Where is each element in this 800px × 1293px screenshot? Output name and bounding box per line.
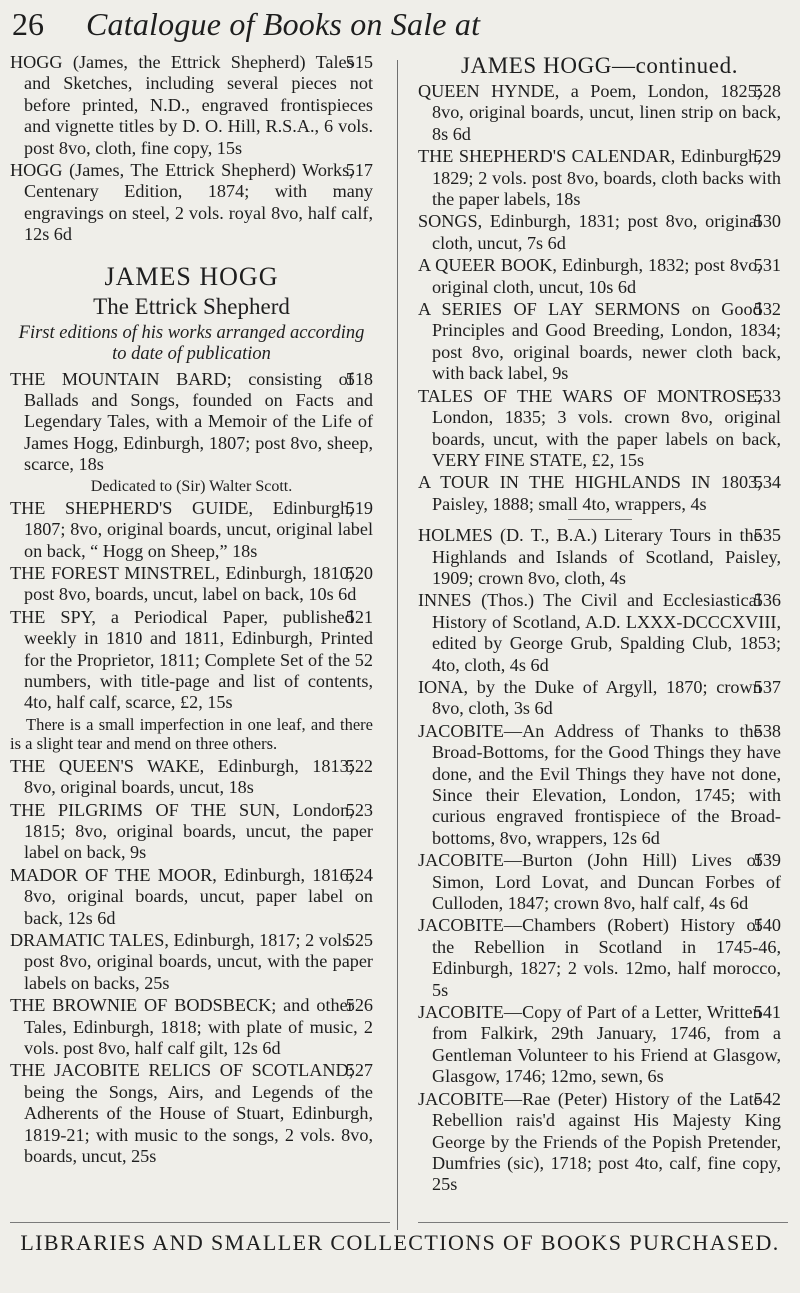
entry-number: 532 [753,299,781,320]
catalogue-entry [10,930,373,994]
entry-text: JACOBITE—Burton (John Hill) Lives of Simon, Lord Lovat, and Duncan Forbes of Culloden, 1847; crown 8vo, half calf, 4s 6d [418,850,781,914]
entry-number: 541 [753,1002,781,1023]
entry-number: 531 [753,255,781,276]
entry-number: 517 [345,160,373,181]
entry-text: HOGG (James, the Ettrick Shepherd) Tales and Sketches, including several pieces not before printed, N.D., engraved frontispieces and vignette titles by D. O. Hill, R.S.A., 6 vols. post 8vo, cloth, fine copy, 15s [10,52,373,158]
catalogue-entry [10,498,373,562]
page-footer: LIBRARIES AND SMALLER COLLECTIONS OF BOOKS PURCHASED. [20,1230,780,1255]
entry-text: JACOBITE—Chambers (Robert) History of the Rebellion in Scotland in 1745-46, Edinburgh, 1827; 2 vols. 12mo, half morocco, 5s [418,915,781,1000]
section-subtitle: The Ettrick Shepherd [93,293,290,319]
entry-text: INNES (Thos.) The Civil and Ecclesiastical History of Scotland, A.D. LXXX-DCCCXVIII, edited by George Grub, Spalding Club, 1853; 4to, cloth, 4s 6d [418,590,781,675]
catalogue-entry [10,800,373,864]
catalogue-entry [418,81,781,145]
catalogue-entry [418,525,781,589]
catalogue-entry [418,721,781,849]
catalogue-entry [418,299,781,385]
bottom-rule-right [418,1222,788,1223]
entry-number: 540 [753,915,781,936]
entry-number: 523 [345,799,373,820]
entry-text: JACOBITE—Copy of Part of a Letter, Written from Falkirk, 29th January, 1746, from a Gentleman Volunteer to his Friend at Glasgow, Glasgow, 1746; 12mo, sewn, 6s [418,1002,781,1087]
entry-number: 533 [753,385,781,406]
entry-number: 519 [345,497,373,518]
page-header [0,0,800,54]
catalogue-entry [418,472,781,515]
catalogue-entry [418,386,781,472]
catalogue-entry [418,850,781,914]
entry-note: There is a small imperfection in one leaf, and there is a slight tear and mend on three others. [10,714,373,753]
catalogue-entry [10,865,373,929]
entry-text: THE JACOBITE RELICS OF SCOTLAND; being the Songs, Airs, and Legends of the Adherents of the House of Stuart, Edinburgh, 1819-21; with music to the songs, 2 vols. 8vo, boards, uncut, 25s [10,1060,373,1167]
entry-number: 525 [345,930,373,950]
catalogue-entry [10,756,373,799]
section-separator [568,519,632,520]
entry-text: THE SPY, a Periodical Paper, published weekly in 1810 and 1811, Edinburgh, Printed for the Proprietor, 1811; Complete Set of the 52 numbers, with title-page and list of contents, 4to, half calf, scarce, £2, 15s [10,606,373,713]
catalogue-entry [418,211,781,254]
entry-number: 521 [345,606,373,627]
catalogue-entry [10,607,373,714]
entry-text: HOGG (James, The Ettrick Shepherd) Works, Centenary Edition, 1874; with many engravings on steel, 2 vols. royal 8vo, half calf, 12s 6d [10,160,373,245]
entry-number: 526 [345,995,373,1016]
catalogue-entry [10,995,373,1059]
entry-text: SONGS, Edinburgh, 1831; post 8vo, original cloth, uncut, 7s 6d [418,211,762,253]
entry-text: DRAMATIC TALES, Edinburgh, 1817; 2 vols. post 8vo, original boards, uncut, with the paper labels on backs, 25s [10,930,373,993]
entry-text: IONA, by the Duke of Argyll, 1870; crown 8vo, cloth, 3s 6d [418,676,762,719]
entry-text: JACOBITE—Rae (Peter) History of the Late Rebellion rais'd against His Majesty King George by the Friends of the Popish Pretender, Dumfries (sic), 1718; post 4to, calf, fine copy, 25s [418,1088,781,1195]
catalogue-entry [418,1002,781,1088]
left-column [10,52,373,1168]
entry-text: A TOUR IN THE HIGHLANDS IN 1803, Paisley, 1888; small 4to, wrappers, 4s [418,472,762,514]
entry-number: 538 [753,720,781,741]
entry-number: 535 [753,525,781,546]
entry-number: 528 [753,81,781,101]
entry-text: HOLMES (D. T., B.A.) Literary Tours in the Highlands and Islands of Scotland, Paisley, 1909; crown 8vo, cloth, 4s [418,525,781,588]
entry-number: 524 [345,864,373,885]
catalogue-entry [418,915,781,1001]
entry-number: 539 [753,850,781,871]
bottom-rule-left [10,1222,390,1223]
entry-number: 522 [345,755,373,776]
entry-text: THE PILGRIMS OF THE SUN, London, 1815; 8vo, original boards, uncut, the paper label on back, 9s [10,799,373,863]
catalogue-entry [10,1060,373,1167]
catalogue-entry [418,255,781,298]
column-divider [397,60,398,1230]
continued-heading: JAMES HOGG—continued. [460,53,739,78]
entry-text: TALES OF THE WARS OF MONTROSE, London, 1835; 3 vols. crown 8vo, original boards, uncut, with the paper labels on back, VERY FINE STATE, £2, 15s [418,385,781,470]
catalogue-entry [418,1089,781,1196]
catalogue-entry [10,563,373,606]
entry-text: A QUEER BOOK, Edinburgh, 1832; post 8vo, original cloth, uncut, 10s 6d [418,255,762,297]
running-title: Catalogue of Books on Sale at [86,6,481,42]
entry-number: 520 [345,562,373,583]
entry-number: 534 [753,472,781,493]
entry-number: 536 [753,590,781,611]
entry-number: 537 [753,676,781,697]
catalogue-entry [418,590,781,676]
section-title: JAMES HOGG [104,261,279,291]
entry-number: 518 [345,368,373,389]
catalogue-entry [418,146,781,210]
entry-text: THE SHEPHERD'S CALENDAR, Edinburgh, 1829; 2 vols. post 8vo, boards, cloth backs with the paper labels, 18s [418,146,781,210]
entry-text: THE QUEEN'S WAKE, Edinburgh, 1813; 8vo, original boards, uncut, 18s [10,755,354,798]
entry-text: THE BROWNIE OF BODSBECK; and other Tales, Edinburgh, 1818; with plate of music, 2 vols. post 8vo, half calf gilt, 12s 6d [10,995,373,1059]
entry-text: THE FOREST MINSTREL, Edinburgh, 1810; post 8vo, boards, uncut, label on back, 10s 6d [10,562,357,605]
catalogue-entry [418,677,781,720]
entry-text: QUEEN HYNDE, a Poem, London, 1825; 8vo, original boards, uncut, linen strip on back, 8s 6d [418,81,781,144]
entry-text: A SERIES OF LAY SERMONS on Good Principles and Good Breeding, London, 1834; post 8vo, original boards, newer cloth back, with back label, 9s [418,299,781,384]
right-column [418,52,781,1197]
entry-number: 527 [345,1060,373,1081]
entry-dedication: Dedicated to (Sir) Walter Scott. [90,477,293,495]
entry-number: 515 [345,52,373,72]
entry-number: 529 [753,146,781,167]
entry-text: MADOR OF THE MOOR, Edinburgh, 1816; 8vo, original boards, uncut, paper label on back, 12s 6d [10,864,373,928]
section-description: First editions of his works arranged according to date of publication [18,322,365,364]
entry-number: 542 [753,1088,781,1109]
catalogue-entry [10,160,373,246]
entry-number: 530 [753,211,781,232]
entry-text: THE MOUNTAIN BARD; consisting of Ballads and Songs, founded on Facts and Legendary Tales, with a Memoir of the Life of James Hogg, Edinburgh, 1807; post 8vo, sheep, scarce, 18s [10,368,373,475]
page-number: 26 [12,6,44,42]
catalogue-entry [10,52,373,159]
catalogue-entry [10,369,373,476]
left-top-entries [10,52,373,246]
entry-text: THE SHEPHERD'S GUIDE, Edinburgh, 1807; 8vo, original boards, uncut, original label on back, “ Hogg on Sheep,” 18s [10,497,373,561]
entry-text: JACOBITE—An Address of Thanks to the Broad-Bottoms, for the Good Things they have done, and the Evil Things they have not done, Since their Elevation, London, 1745; with curious engraved frontispiece of the Broad-bottoms, 8vo, wrappers, 12s 6d [418,720,781,848]
